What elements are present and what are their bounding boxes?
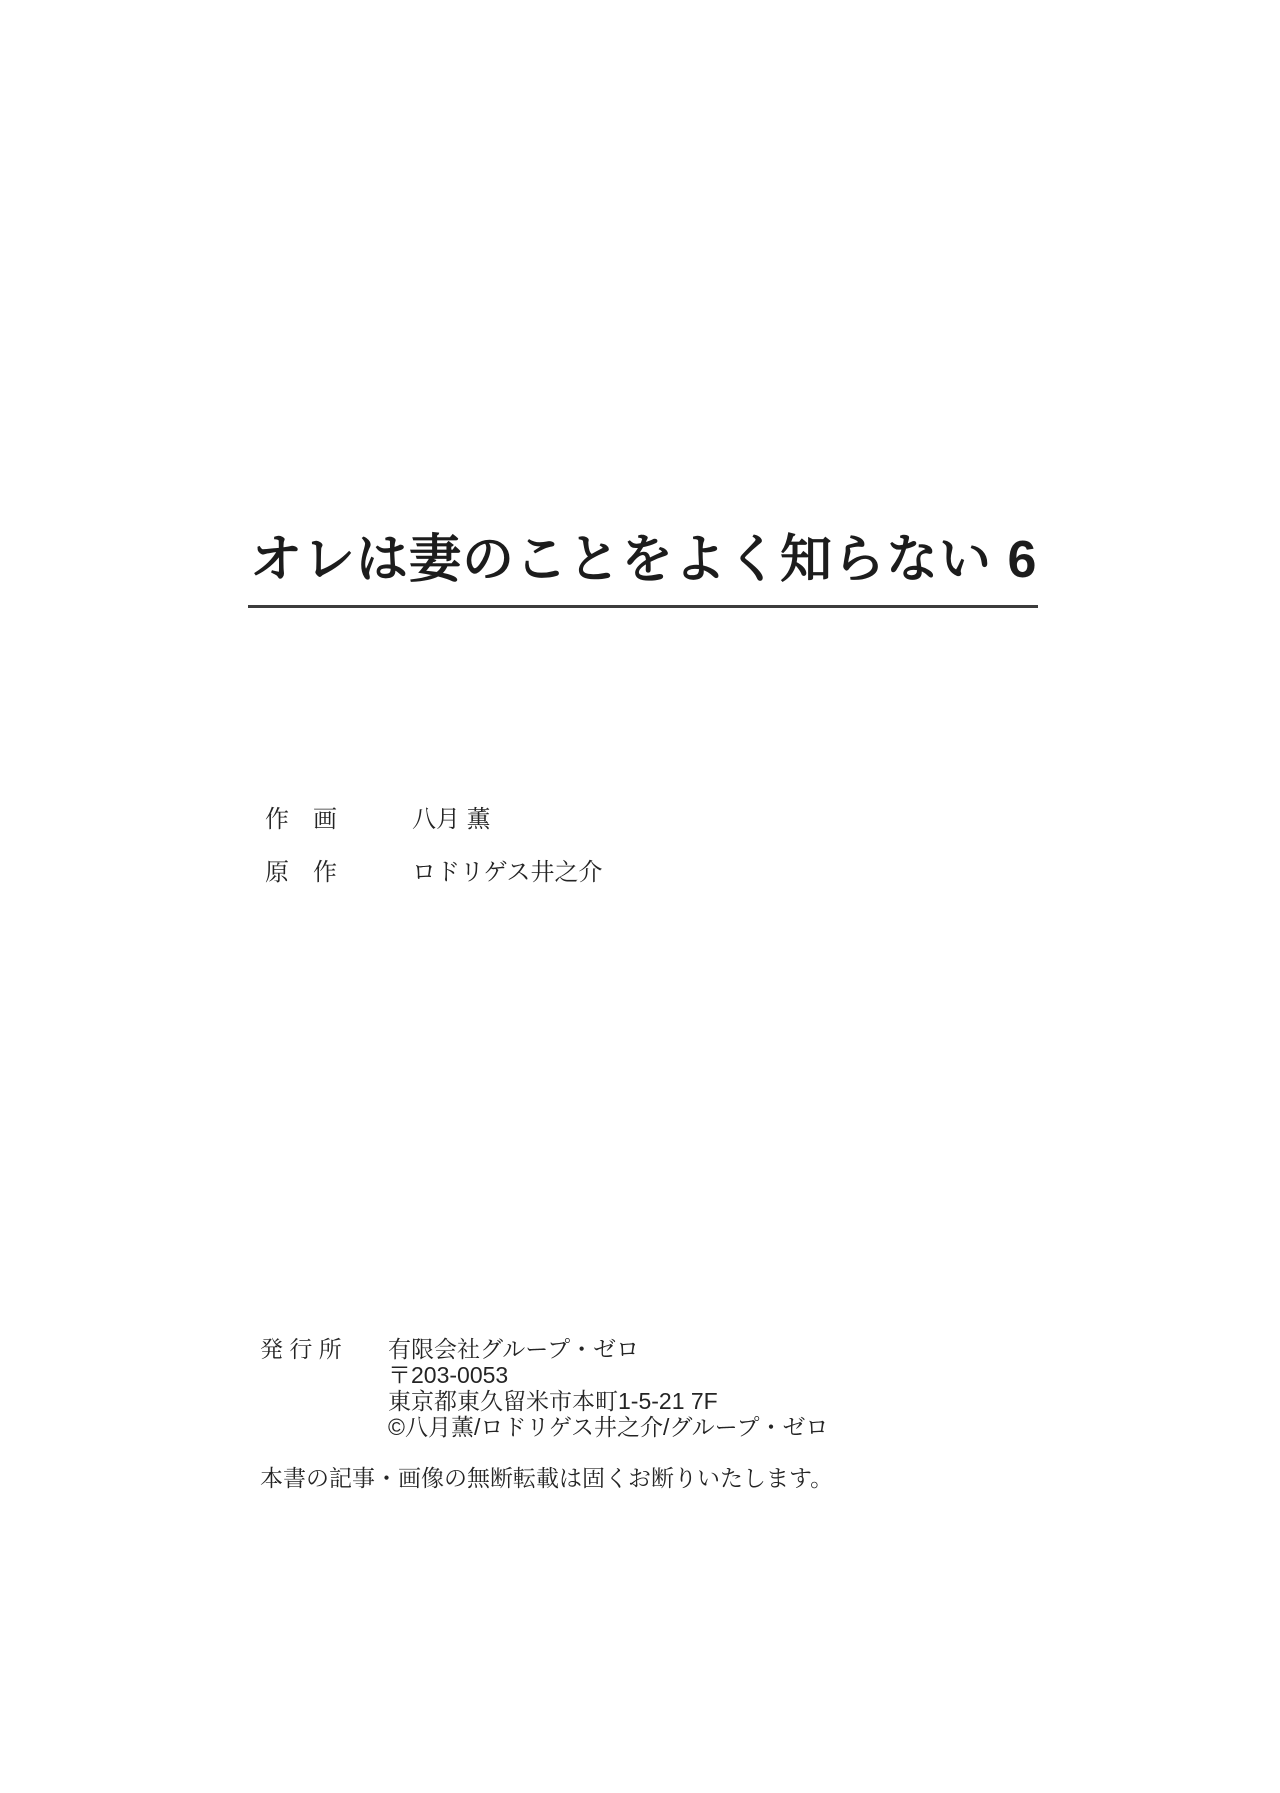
book-title: オレは妻のことをよく知らない 6 — [250, 531, 1038, 589]
copyright-line: ©八月薫/ロドリゲス井之介/グループ・ゼロ — [388, 1414, 829, 1440]
credit-value-original-author-name: ロドリゲス井之介 — [412, 859, 603, 886]
publisher-label: 発 行 所 — [260, 1336, 342, 1362]
publisher-name: 有限会社グループ・ゼロ — [388, 1336, 640, 1362]
credits-block — [265, 799, 603, 905]
publisher-block — [260, 1336, 829, 1440]
credit-value-artist-name: 八月 薫 — [412, 806, 491, 833]
title-underline-rule — [248, 605, 1038, 608]
publisher-postal-code: 〒203-0053 — [388, 1362, 509, 1388]
credit-label-original-story: 原 作 — [265, 859, 337, 886]
publisher-address: 東京都東久留米市本町1-5-21 7F — [388, 1388, 718, 1414]
publisher-details — [388, 1336, 829, 1440]
reprint-prohibition-notice: 本書の記事・画像の無断転載は固くお断りいたします。 — [260, 1465, 834, 1491]
credit-row-artist — [265, 799, 603, 834]
credit-row-original-story — [265, 852, 603, 887]
credit-label-artwork: 作 画 — [265, 806, 337, 833]
